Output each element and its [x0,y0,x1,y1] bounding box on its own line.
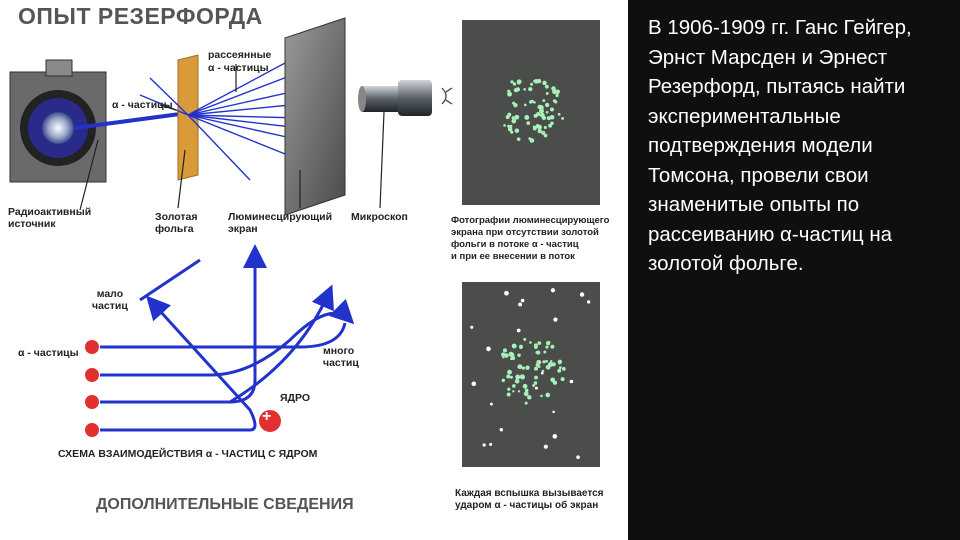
microscope [358,80,452,116]
scintillation-dot [544,445,548,449]
scintillation-dot [513,82,516,85]
label-flash-caption: Каждая вспышка вызывается ударом α - частицы об экран [455,488,604,511]
scintillation-dot [561,377,565,381]
scintillation-dot [506,115,510,119]
scintillation-dot [515,128,520,133]
scintillation-dot [536,351,540,355]
scintillation-dot [490,403,493,406]
scintillation-dot [541,372,544,375]
scintillation-dot [538,105,542,109]
scintillation-dot [503,348,507,352]
scintillation-dot [504,353,509,358]
text-panel [628,0,960,540]
label-scattered-alpha: α - частицы [208,62,269,74]
scintillation-dot [541,131,545,135]
scintillation-dot [552,434,557,439]
label-foil: Золотая фольга [155,211,198,235]
scintillation-dot [587,300,590,303]
scintillation-dot [542,81,546,85]
scintillation-dot [545,360,548,363]
scintillation-dot [509,125,512,128]
scintillation-dot [502,379,505,382]
scintillation-dot [561,117,564,120]
scintillation-dot [526,121,530,125]
scintillation-dot [523,384,528,389]
scintillation-dot [518,303,522,307]
scintillation-dot [525,389,529,393]
scintillation-dot [536,363,539,366]
scintillation-dot [527,395,531,399]
scintillation-dot [545,85,549,89]
description-text: В 1906-1909 гг. Ганс Гейгер, Эрнст Марсден и Эрнест Резерфорд, пытаясь найти экспериментальные подтверждения модели Томсона, провели свои знаменитые опыты по рассеиванию α-частиц на золотой фольге. [648,16,912,275]
scintillation-dot [503,124,506,127]
scintillation-dot [558,113,561,116]
scintillation-dot [525,402,528,405]
section-footer: ДОПОЛНИТЕЛЬНЫЕ СВЕДЕНИЯ [96,496,354,513]
scintillation-dot [523,338,526,341]
scintillation-dot [517,329,521,333]
scintillation-dot [507,388,510,391]
scintillation-dot [546,111,549,114]
scintillation-dot [537,125,542,130]
scintillation-dot [540,395,543,398]
scintillation-dot [535,387,538,390]
scintillation-dot [524,115,529,120]
scintillation-dot [506,374,510,378]
scintillation-dot [538,129,542,133]
scintillation-dot [542,360,545,363]
diagram-title: ОПЫТ РЕЗЕРФОРДА [18,3,263,29]
scintillation-dot [470,326,473,329]
scintillation-dot [511,356,515,360]
label-scattered: рассеянные [208,49,272,61]
scintillation-dot [529,341,532,344]
scintillation-dot [537,79,541,83]
scintillation-dot [516,87,520,91]
scintillation-dot [523,88,526,91]
scintillation-dot [517,364,522,369]
scintillation-dot [552,411,555,414]
alpha-charges [85,340,99,437]
scintillation-dot [512,384,516,388]
scintillation-dot [555,94,558,97]
scintillation-dot [562,367,566,371]
label-source: Радиоактивный источник [8,206,92,230]
scintillation-dot [518,390,520,392]
screen-photo-without-foil [462,20,600,205]
scintillation-dot [510,131,513,134]
scintillation-dot [547,116,551,120]
scintillation-dot [520,375,525,380]
scintillation-dot [472,382,477,387]
scintillation-dot [580,292,584,296]
scintillation-dot [554,100,557,103]
scintillation-dot [533,80,536,83]
scintillation-dot [553,380,557,384]
scintillation-dot [540,113,545,118]
scintillation-dot [483,443,486,446]
scintillation-dot [524,104,527,107]
scintillation-dot [507,92,512,97]
scintillation-dot [532,384,535,387]
scintillation-dot [529,100,532,103]
scintillation-dot [507,393,511,397]
scintillation-dot [533,126,536,129]
scintillation-dot [511,119,516,124]
scintillation-dot [536,112,540,116]
scintillation-dot [545,103,549,107]
luminescent-screen [285,18,345,215]
scintillation-dot [570,380,574,384]
label-few-particles: мало частиц [92,288,128,312]
label-screen: Люминесцирующий экран [228,211,333,235]
scintillation-dot [534,376,538,380]
scintillation-dot [552,89,557,94]
scintillation-dot [515,375,520,380]
scintillation-dot [559,366,562,369]
scintillation-dot [544,126,547,129]
scintillation-dot [510,376,513,379]
scintillation-dot [510,80,513,83]
label-microscope: Микроскоп [351,211,408,223]
scintillation-dot [546,92,549,95]
scintillation-dot [504,291,509,296]
scintillation-dot [551,288,555,292]
scintillation-dot [553,318,557,322]
scintillation-dot [537,341,541,345]
scintillation-dot [489,443,492,446]
scintillation-dot [507,370,512,375]
screen-photo-with-foil [462,282,600,467]
scintillation-dot [550,107,554,111]
scintillation-dot [513,103,517,107]
scintillation-dot [530,138,535,143]
scintillation-dot [534,367,538,371]
interaction-scheme [85,250,350,437]
scintillation-dot [512,390,514,392]
scintillation-dot [517,137,521,141]
scintillation-dot [512,344,517,349]
scintillation-dot [534,343,538,347]
scintillation-dot [514,115,519,120]
scintillation-dot [545,346,548,349]
scintillation-dot [548,362,553,367]
scintillation-dot [558,360,562,364]
label-nucleus: ЯДРО [280,392,311,404]
scintillation-dot [525,366,529,370]
scintillation-dot [542,99,545,102]
scintillation-dot [543,350,546,353]
label-many-particles: много частиц [323,345,359,369]
scintillation-dot [576,455,580,459]
label-scheme-caption: СХЕМА ВЗАИМОДЕЙСТВИЯ α - ЧАСТИЦ С ЯДРОМ [58,448,318,460]
scintillation-dot [524,391,529,396]
scintillation-dot [545,393,550,398]
scintillation-dot [557,369,561,373]
scintillation-dot [515,379,520,384]
scintillation-dot [548,124,552,128]
label-alpha-particles: α - частицы [112,99,173,111]
label-alpha-row: α - частицы [18,347,79,359]
scintillation-dot [533,101,536,104]
scintillation-dot [517,354,520,357]
scintillation-dot [546,341,550,345]
scintillation-dot [521,299,525,303]
scintillation-dot [519,346,522,349]
scintillation-dot [500,428,503,431]
scintillation-dot [528,87,532,91]
nucleus-plus: + [262,408,272,425]
scintillation-dot [530,83,533,86]
label-photo-caption: Фотографии люминесцирующего экрана при отсутствии золотой фольги в потоке α - частиц и при ее внесении в поток [451,215,610,262]
scintillation-dot [517,81,521,85]
scintillation-dot [550,345,554,349]
scintillation-dot [486,347,491,352]
